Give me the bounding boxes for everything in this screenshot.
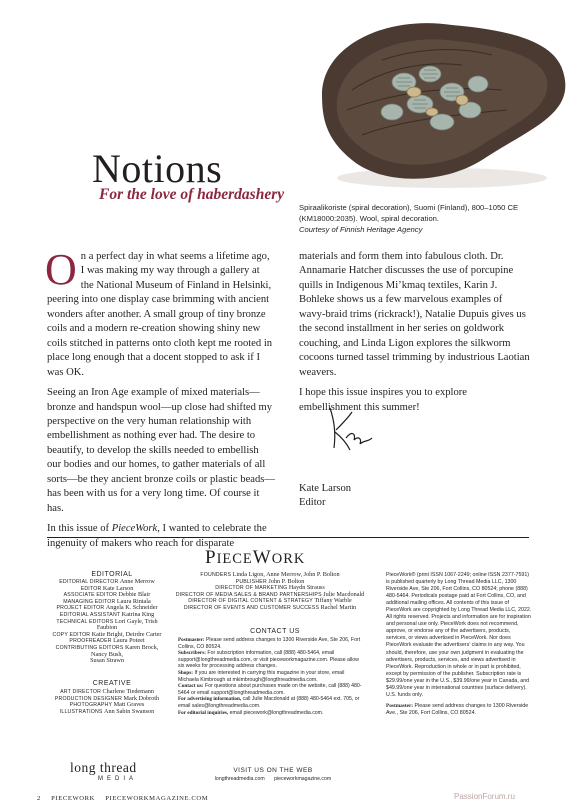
staff-row: TECHNICAL EDITORS Lori Gayle, Trish Faubion	[56, 617, 158, 632]
footer-url: PIECEWORKMAGAZINE.COM	[105, 795, 209, 802]
staff-row: ART DIRECTOR Charlene Tiedemann	[60, 688, 154, 695]
caption-line: (KM18000:2035). Wool, spiral decoration.	[299, 214, 439, 223]
visit-heading: VISIT US ON THE WEB	[233, 767, 313, 774]
spiral-decoration-photo-icon	[292, 0, 577, 200]
photo-caption	[299, 202, 569, 235]
caption-line: Spiraalikoriste (spiral decoration), Suomi (Finland), 800–1050 CE	[299, 203, 519, 212]
staff-row: EDITORIAL DIRECTOR Anne Merrow	[59, 578, 155, 585]
article-column-left	[45, 245, 275, 557]
staff-row: ASSOCIATE EDITOR Debbie Blair	[63, 591, 151, 599]
caption-credit: Courtesy of Finnish Heritage Agency	[299, 225, 423, 234]
article-paragraph: Seeing an Iron Age example of mixed materials—bronze and handspun wool—up close had shifted my perspective on the very human relationship with embellishment as nothing ever had. The desire to beautify, to develop the skills needed to embellish our bodies and our homes, to gather materials of all sorts—be they ancient bronze coils or plastic beads—has been with us for a very long time. Of course it has.	[47, 387, 275, 514]
signer-name: Kate Larson	[299, 483, 352, 494]
staff-row: PROJECT EDITOR Angela K. Schneider	[56, 604, 158, 612]
staff-row: COPY EDITOR Katie Bright, Deirdre Carter	[52, 630, 162, 638]
contact-row: For advertising information, call Julie Macdonald at (888) 480-5464 ext. 705, or email sales@longthreadmedia.com.	[178, 696, 360, 709]
article-paragraph	[45, 245, 275, 380]
page-number: 2	[37, 795, 41, 802]
piecework-logo: PIECEWORK	[205, 547, 306, 568]
signer-role: Editor	[299, 497, 326, 508]
contact-row: Contact us: For questions about purchases made on the website, call (888) 480-5464 or email support@longthreadmedia.com.	[178, 683, 362, 696]
staff-row: ILLUSTRATIONS Ann Sabin Swanson	[59, 707, 155, 715]
contact-row: Subscribers: For subscription information, call (888) 480-5464, email support@longthreadmedia.com, or visit pieceworkmagazine.com. Please allow six weeks for processing address changes.	[178, 650, 359, 670]
footer-magazine: PIECEWORK	[51, 795, 96, 802]
contact-info	[178, 637, 363, 716]
legal-paragraph: Postmaster: Please send address changes to 1300 Riverside Ave., Ste 206, Fort Collins, CO 80524.	[386, 702, 529, 716]
long-thread-media-label: MEDIA	[98, 776, 138, 782]
staff-row: DIRECTOR OF EVENTS AND CUSTOMER SUCCESS Rachel Martin	[183, 603, 357, 611]
legal-notice	[386, 572, 532, 721]
website-links	[198, 776, 348, 782]
masthead-divider	[47, 537, 529, 538]
contact-row: Shops: If you are interested in carrying this magazine in your store, email Michaela Kimbrough at mkimbrough@longthreadmedia.com.	[178, 669, 345, 683]
article-paragraph: I hope this issue inspires you to explore embellishment this summer!	[299, 387, 468, 413]
creative-heading: CREATIVE	[92, 680, 132, 687]
long-thread-logo: long thread	[70, 760, 137, 775]
page-title: Notions	[92, 146, 223, 191]
staff-row: DIRECTOR OF DIGITAL CONTENT & STRATEGY Tiffany Warble	[188, 597, 352, 605]
page-subtitle: For the love of haberdashery	[99, 186, 285, 203]
creative-staff-list	[47, 689, 167, 715]
drop-cap: O	[45, 245, 77, 294]
staff-row: DIRECTOR OF MEDIA SALES & BRAND PARTNERSHIPS Julie Macdonald	[175, 590, 365, 598]
staff-row: PUBLISHER John P. Bolton	[235, 577, 305, 585]
editorial-heading: EDITORIAL	[91, 571, 133, 578]
hero-photo	[292, 0, 577, 200]
staff-row: PHOTOGRAPHY Matt Graves	[69, 701, 145, 709]
watermark: PassionForum.ru	[454, 792, 515, 801]
paragraph-text: n a perfect day in what seems a lifetime ago, I was making my way through a gallery at the National Museum of Finland in Helsinki, peering into one display case brimming with ancient wonders after another. A small group of tiny bronze coils and a modern re-creation showing shiny new coils stitched in patterns onto cloth kept me rooted in place long enough that a docent stopped to ask if I was OK.	[47, 251, 273, 378]
website-link[interactable]: longthreadmedia.com	[214, 776, 265, 782]
contact-row: Postmaster: Please send address changes to 1300 Riverside Ave, Ste 206, Fort Collins, CO 80524.	[178, 637, 361, 650]
magazine-name: PieceWork	[111, 523, 158, 535]
legal-paragraph: PieceWork® (print ISSN 1067-2249; online ISSN 2377-7591) is published quarterly by Long Thread Media LLC, 1300 Riverside Ave, Ste 206, Fort Collins, CO 80524; phone (888) 480-5464. Periodicals postage paid at Fort Collins, CO, and additional mailing offices. All contents of this issue of PieceWork are copyrighted by Long Thread Media LLC, 2022. All rights reserved. Projects and information are for inspiration and personal use only. PieceWork does not recommend, approve, or endorse any of the advertisers, products, services, or views advertised in PieceWork. Nor does PieceWork evaluate the advertisers’ claims in any way. You should, therefore, use your own judgment in evaluating the advertisers, products, services, and views advertised in PieceWork. Reproduction in whole or in part is prohibited, except by permission of the publisher. Subscription rate is $29.99/one year in the U.S., $39.99/one year in Canada, and $49.99/one year in international countries (surface delivery). U.S. funds only.	[386, 572, 532, 698]
paragraph-text: , I wanted to celebrate the ingenuity of makers who reach for disparate	[47, 523, 267, 549]
staff-row: DIRECTOR OF MARKETING Haydn Strauss	[215, 584, 325, 592]
staff-row: EDITORIAL ASSISTANT Katrina King	[59, 610, 155, 618]
editorial-staff-list	[47, 579, 167, 665]
staff-row: PRODUCTION DESIGNER Mark Dobroth	[54, 694, 160, 702]
staff-row: PROOFREADER Laura Poteet	[69, 637, 145, 645]
contact-heading: CONTACT US	[250, 628, 300, 635]
signer-block	[299, 482, 351, 510]
staff-row: EDITOR Kate Larson	[80, 584, 134, 592]
publishing-staff-list	[170, 572, 370, 612]
staff-row: Susan Strawn	[90, 657, 124, 665]
article-column-right	[299, 250, 531, 421]
staff-row: CONTRIBUTING EDITORS Karen Brock, Nancy Bush,	[55, 643, 159, 658]
article-paragraph: materials and form them into fabulous cloth. Dr. Annamarie Hatcher discusses the use of porcupine quills in Indigenous Mi’kmaq textiles, Karin J. Bohleke shows us a few marvelous examples of wavy-braid trims (rickrack!), Natalie Dupuis gives us the second installment in her series on goldwork couching, and Linda Ligon explores the silkworm cocoons turned tassel trimming by industrious Laotian weavers.	[299, 251, 530, 378]
staff-row: FOUNDERS Linda Ligon, Anne Merrow, John P. Bolton	[200, 571, 340, 578]
staff-row: MANAGING EDITOR Laura Rintala	[63, 597, 151, 605]
website-link[interactable]: pieceworkmagazine.com	[274, 776, 332, 782]
signature-icon	[316, 400, 376, 460]
paragraph-text: In this issue of	[47, 523, 112, 535]
contact-row: For editorial inquiries, email piecework@longthreadmedia.com.	[178, 709, 324, 716]
